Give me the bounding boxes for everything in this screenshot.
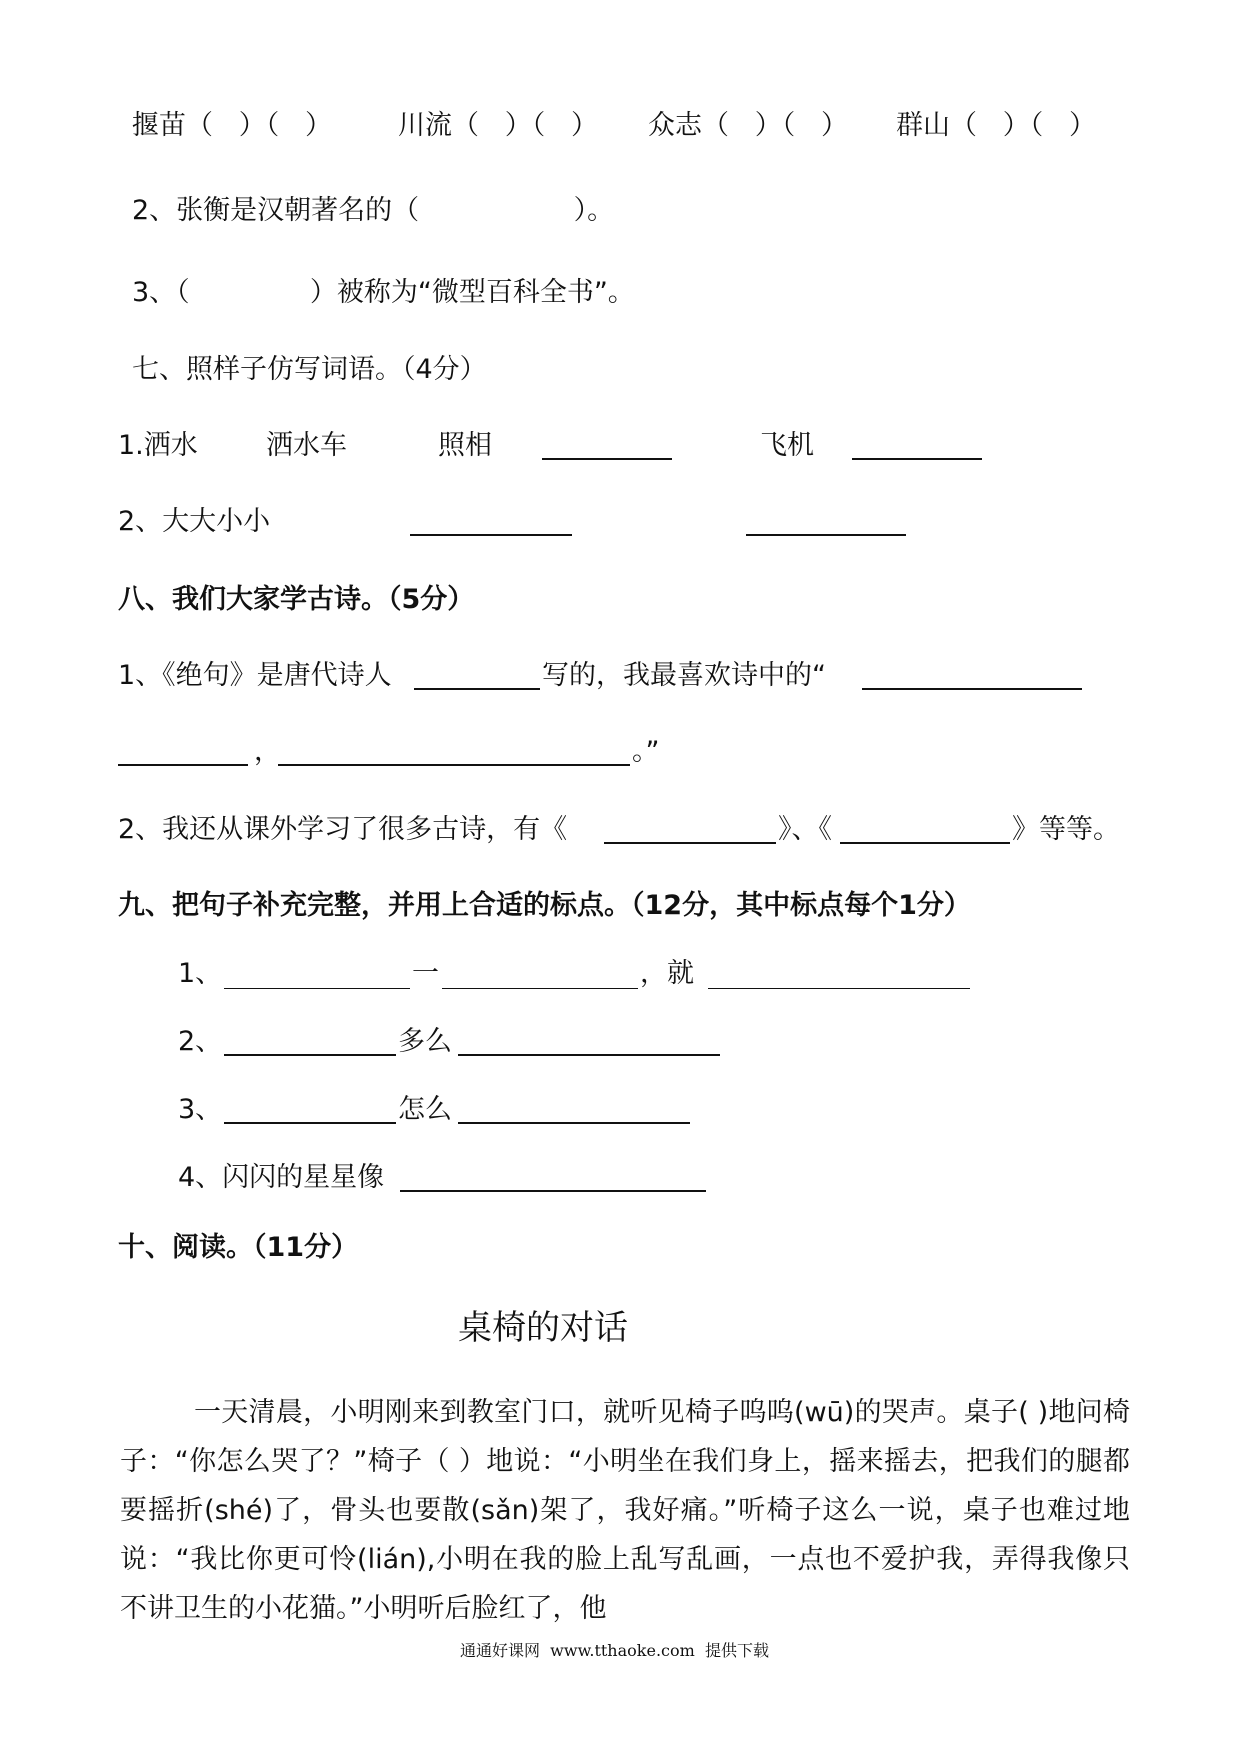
sec9-s3-blank-1[interactable] [224, 1094, 396, 1124]
sec9-s2-blank-1[interactable] [224, 1026, 396, 1056]
section-7-heading: 七、照样子仿写词语。（4分） [132, 354, 487, 385]
sec7-row1-prompt-c: 照相 [438, 430, 492, 461]
sec8-q1-poet-blank[interactable] [414, 660, 540, 690]
sec7-row2-blank-1[interactable] [410, 506, 572, 536]
sec8-q1-end: 。” [632, 736, 660, 767]
question-2-zhangheng: 2、张衡是汉朝著名的（ ）。 [132, 195, 615, 226]
sec8-q2-text-c: 》等等。 [1012, 814, 1120, 845]
sec9-s1-blank-3[interactable] [708, 960, 970, 989]
sec8-q2-text-a: 2、我还从课外学习了很多古诗，有《 [118, 814, 568, 845]
sec9-s2-mid: 多么 [398, 1026, 452, 1057]
sec8-q1-text-a: 1、《绝句》是唐代诗人 [118, 660, 392, 691]
sec7-row1-blank-2[interactable] [852, 430, 982, 460]
sec9-s2-blank-2[interactable] [458, 1026, 720, 1056]
idiom-item-4: 群山（ ）（ ） [896, 110, 1096, 141]
sec9-s3-blank-2[interactable] [458, 1094, 690, 1124]
question-3-encyclopedia: 3、（ ）被称为“微型百科全书”。 [132, 277, 635, 308]
sec7-row2-example: 2、大大小小 [118, 506, 271, 537]
footer-source: 通通好课网 www.tthaoke.com 提供下载 [460, 1641, 769, 1660]
sec8-q2-poem-blank-1[interactable] [604, 814, 776, 844]
sec9-s1-comma: ，就 [640, 958, 694, 989]
sec9-s3-mid: 怎么 [398, 1094, 452, 1125]
section-8-heading: 八、我们大家学古诗。（5分） [118, 584, 475, 615]
sec7-row1-example-b: 洒水车 [266, 430, 347, 461]
sec9-s1-mid: 一 [412, 958, 439, 989]
section-9-heading: 九、把句子补充完整，并用上合适的标点。（12分，其中标点每个1分） [118, 890, 971, 921]
reading-paragraph: 一天清晨，小明刚来到教室门口，就听见椅子呜呜(wū)的哭声。桌子( )地问椅子：“你怎么哭了？”椅子（ ）地说：“小明坐在我们身上，摇来摇去，把我们的腿都要摇折(shé)了，骨头也要散(sǎn)架了，我好痛。”听椅子这么一说，桌子也难过地说：“我比你更可怜(lián),小明在我的脸上乱写乱画，一点也不爱护我，弄得我像只不讲卫生的小花猫。”小明听后脸红了，他 [120, 1397, 1130, 1624]
sec9-s2-num: 2、 [178, 1026, 223, 1057]
idiom-item-3: 众志（ ）（ ） [648, 110, 848, 141]
sec9-s3-num: 3、 [178, 1094, 223, 1125]
sec8-q2-text-b: 》、《 [778, 814, 832, 845]
sec7-row1-prompt-d: 飞机 [760, 430, 814, 461]
sec7-row2-blank-2[interactable] [746, 506, 906, 536]
idiom-item-2: 川流（ ）（ ） [398, 110, 598, 141]
sec9-s4-blank[interactable] [400, 1162, 706, 1192]
sec7-row1-example-a: 1.洒水 [118, 430, 198, 461]
sec8-q1-verse-blank-3[interactable] [278, 736, 630, 766]
reading-title: 桌椅的对话 [458, 1308, 628, 1348]
idiom-item-1: 揠苗（ ）（ ） [132, 110, 332, 141]
sec9-s4-text: 4、闪闪的星星像 [178, 1162, 385, 1193]
sec8-q1-comma: ， [254, 736, 281, 767]
sec9-s1-blank-2[interactable] [442, 960, 638, 989]
sec8-q1-verse-blank-1[interactable] [862, 660, 1082, 690]
sec7-row1-blank-1[interactable] [542, 430, 672, 460]
sec8-q1-verse-blank-2[interactable] [118, 736, 248, 766]
sec9-s1-num: 1、 [178, 958, 223, 989]
sec8-q1-text-b: 写的，我最喜欢诗中的“ [542, 660, 826, 691]
sec8-q2-poem-blank-2[interactable] [840, 814, 1010, 844]
sec9-s1-blank-1[interactable] [224, 960, 410, 989]
section-10-heading: 十、阅读。（11分） [118, 1232, 359, 1263]
